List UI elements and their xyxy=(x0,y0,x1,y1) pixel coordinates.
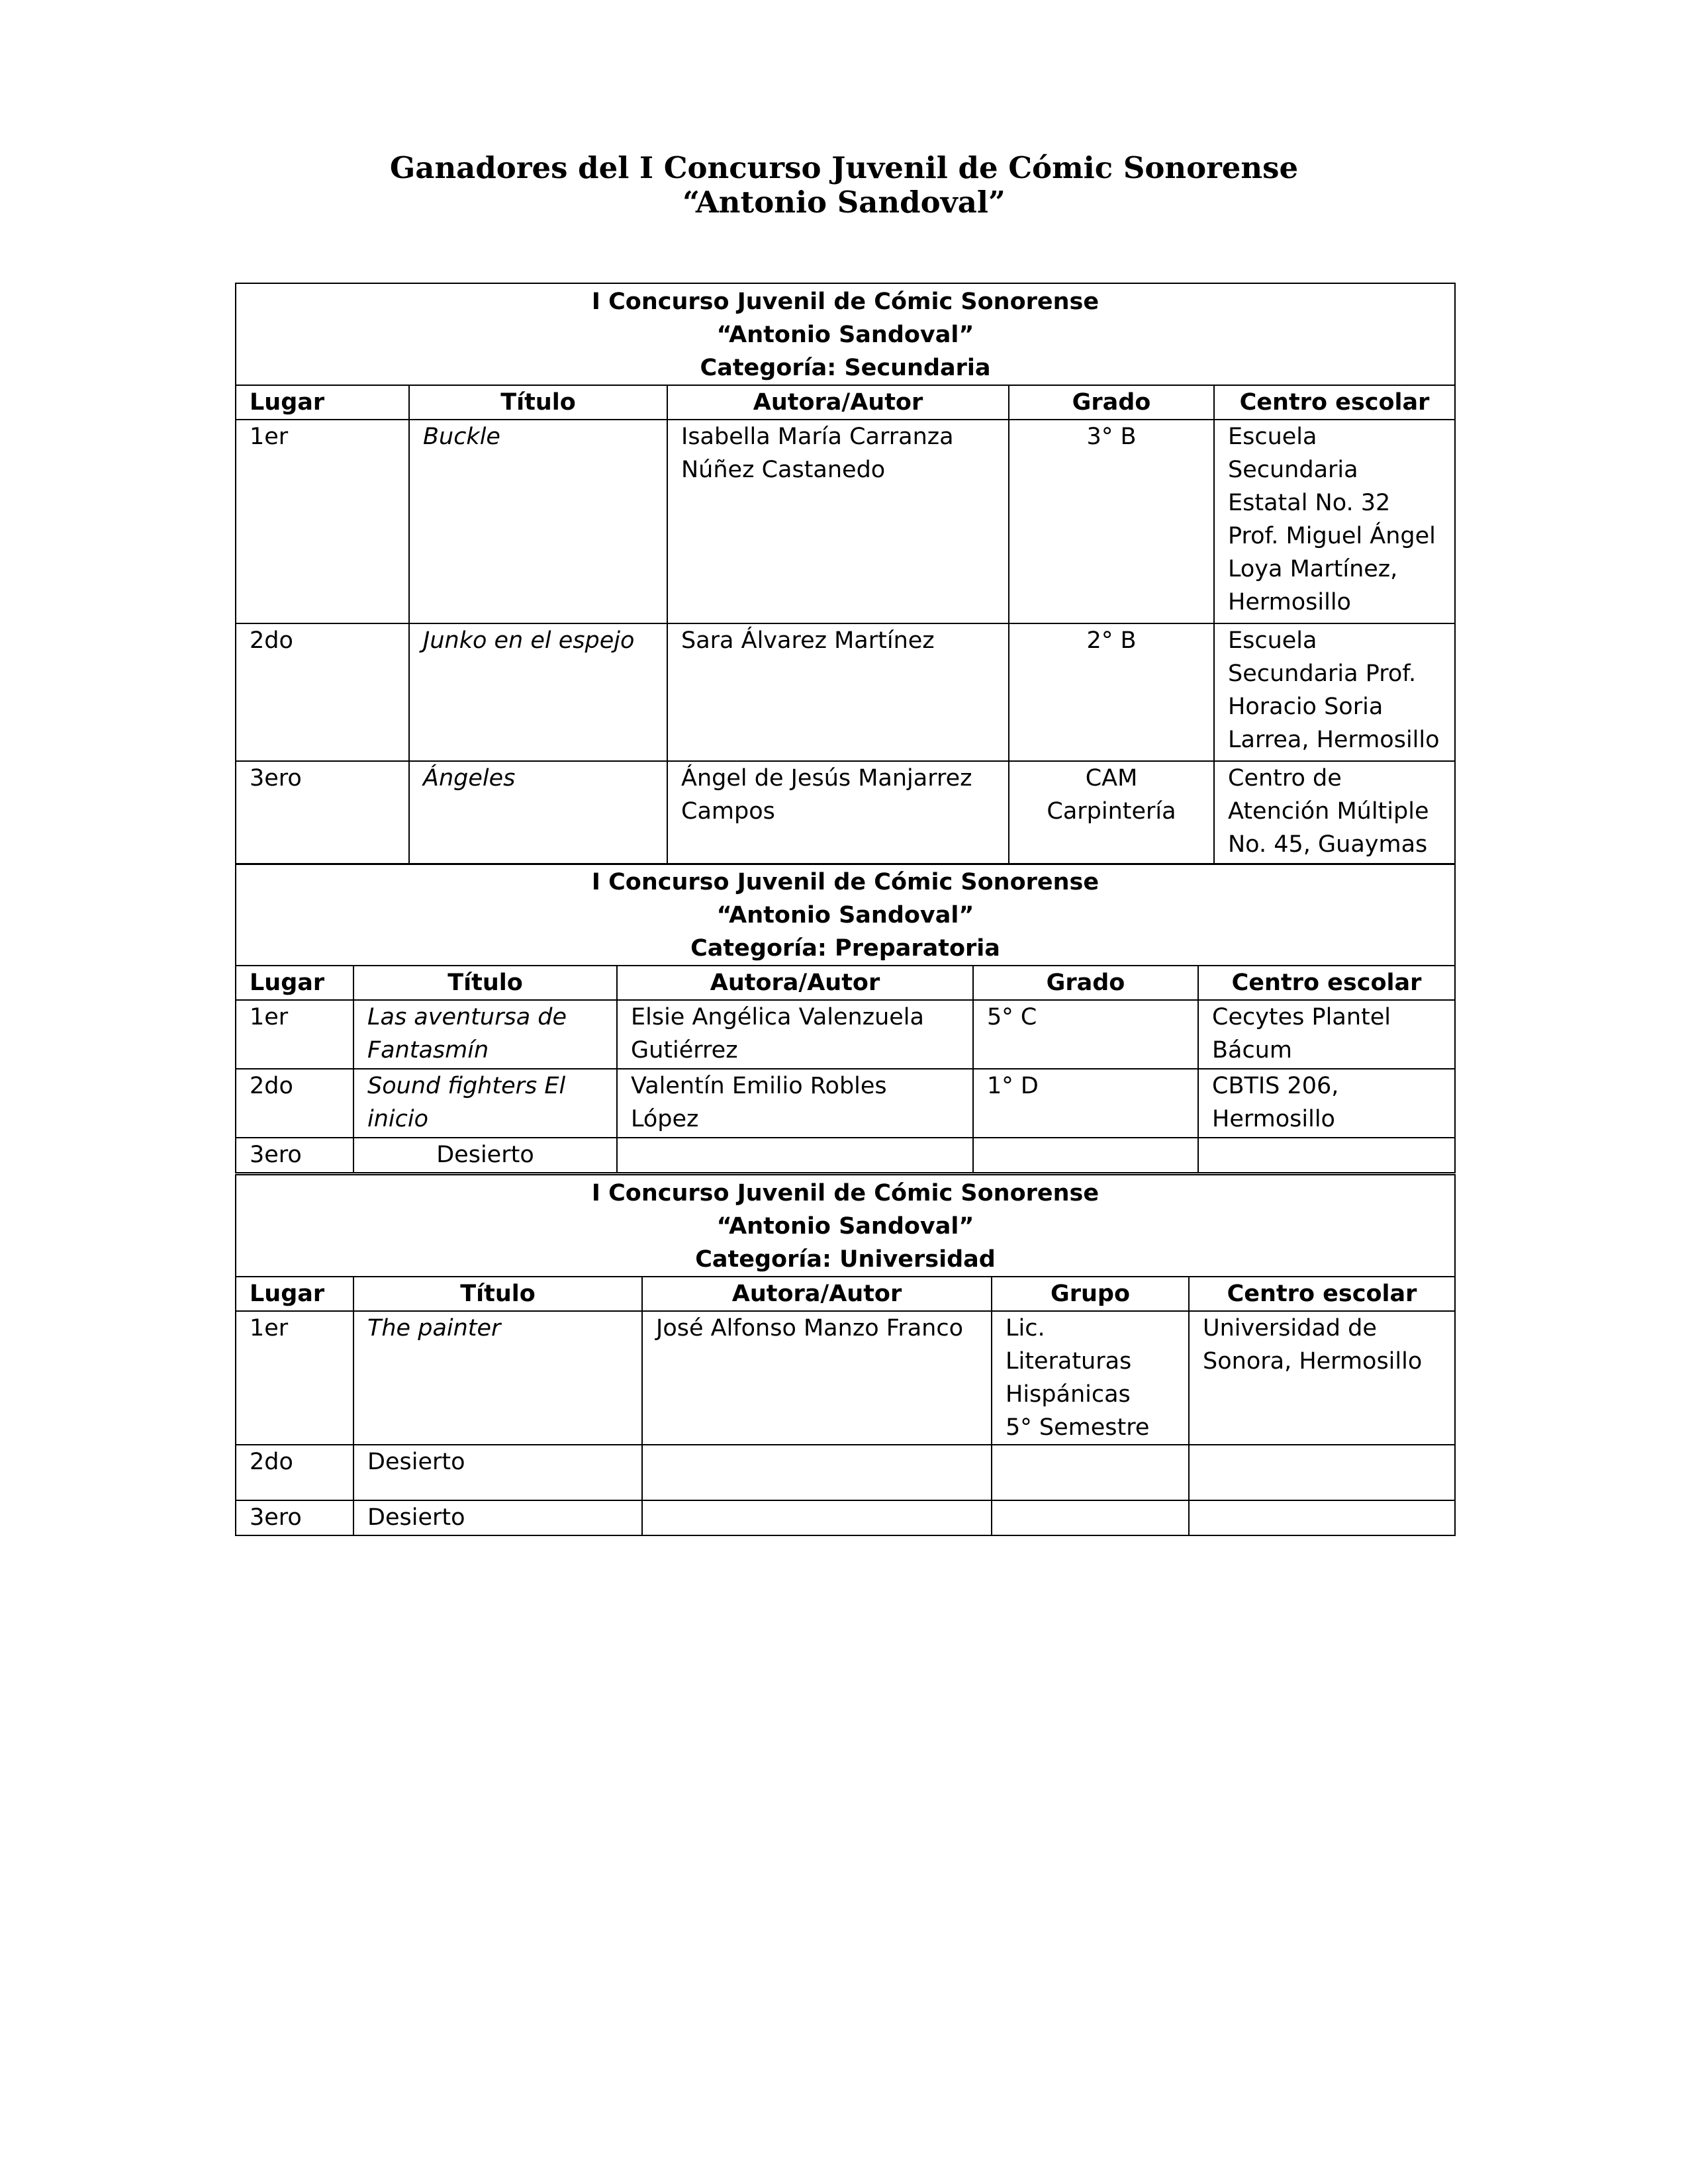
cell-lugar: 2do xyxy=(236,1069,353,1138)
contest-subtitle: “Antonio Sandoval” xyxy=(716,902,974,929)
cell-grado xyxy=(973,1138,1198,1173)
category-header xyxy=(236,864,1455,966)
cell-titulo: Desierto xyxy=(353,1138,617,1173)
cell-lugar: 1er xyxy=(236,1311,353,1445)
cell-titulo: Las aventursa de Fantasmín xyxy=(353,1000,617,1069)
category-header-row xyxy=(236,283,1455,385)
cell-autor: Elsie Angélica Valenzuela Gutiérrez xyxy=(617,1000,973,1069)
table-row xyxy=(236,623,1455,761)
cell-autor xyxy=(617,1138,973,1173)
cell-lugar: 2do xyxy=(236,1445,353,1500)
column-header-titulo: Título xyxy=(409,385,667,420)
cell-lugar: 1er xyxy=(236,420,409,623)
cell-grado: 1° D xyxy=(973,1069,1198,1138)
cell-lugar: 3ero xyxy=(236,1138,353,1173)
category-header-row xyxy=(236,864,1455,966)
column-header-centro: Centro escolar xyxy=(1198,966,1455,1000)
cell-autor: Isabella María Carranza Núñez Castanedo xyxy=(667,420,1009,623)
contest-name: I Concurso Juvenil de Cómic Sonorense xyxy=(591,869,1100,895)
contest-name: I Concurso Juvenil de Cómic Sonorense xyxy=(591,289,1100,315)
column-header-centro: Centro escolar xyxy=(1189,1277,1455,1311)
cell-centro: Centro de Atención Múltiple No. 45, Guaymas xyxy=(1214,761,1455,864)
column-header-autor: Autora/Autor xyxy=(617,966,973,1000)
cell-titulo: Desierto xyxy=(353,1445,642,1500)
contest-name: I Concurso Juvenil de Cómic Sonorense xyxy=(591,1180,1100,1206)
secundaria-table xyxy=(235,283,1456,865)
column-header-autor: Autora/Autor xyxy=(642,1277,992,1311)
column-header-row xyxy=(236,385,1455,420)
cell-centro xyxy=(1189,1500,1455,1535)
cell-centro: Escuela Secundaria Estatal No. 32 Prof. Miguel Ángel Loya Martínez, Hermosillo xyxy=(1214,420,1455,623)
table-row xyxy=(236,1000,1455,1069)
cell-autor: Sara Álvarez Martínez xyxy=(667,623,1009,761)
category-header xyxy=(236,283,1455,385)
category-header-row xyxy=(236,1175,1455,1277)
document-title-line1: Ganadores del I Concurso Juvenil de Cómic Sonorense xyxy=(389,150,1299,185)
cell-centro: Universidad de Sonora, Hermosillo xyxy=(1189,1311,1455,1445)
column-header-titulo: Título xyxy=(353,966,617,1000)
cell-autor: Valentín Emilio Robles López xyxy=(617,1069,973,1138)
cell-titulo: Ángeles xyxy=(409,761,667,864)
grupo-semester: 5° Semestre xyxy=(1006,1414,1150,1441)
column-header-lugar: Lugar xyxy=(236,966,353,1000)
cell-grupo xyxy=(992,1445,1189,1500)
cell-lugar: 1er xyxy=(236,1000,353,1069)
cell-titulo: The painter xyxy=(353,1311,642,1445)
column-header-grupo: Grupo xyxy=(992,1277,1189,1311)
document-title xyxy=(0,151,1688,220)
table-row xyxy=(236,1138,1455,1173)
column-header-autor: Autora/Autor xyxy=(667,385,1009,420)
cell-lugar: 3ero xyxy=(236,1500,353,1535)
table-row xyxy=(236,1500,1455,1535)
cell-titulo: Junko en el espejo xyxy=(409,623,667,761)
column-header-grado: Grado xyxy=(973,966,1198,1000)
table-row xyxy=(236,420,1455,623)
universidad-table xyxy=(235,1174,1456,1536)
column-header-titulo: Título xyxy=(353,1277,642,1311)
category-label: Categoría: Secundaria xyxy=(700,355,991,381)
column-header-lugar: Lugar xyxy=(236,385,409,420)
column-header-row xyxy=(236,966,1455,1000)
cell-centro: Cecytes Plantel Bácum xyxy=(1198,1000,1455,1069)
cell-centro xyxy=(1198,1138,1455,1173)
cell-titulo: Sound fighters El inicio xyxy=(353,1069,617,1138)
contest-subtitle: “Antonio Sandoval” xyxy=(716,322,974,348)
table-row xyxy=(236,1069,1455,1138)
table-row xyxy=(236,761,1455,864)
cell-autor: José Alfonso Manzo Franco xyxy=(642,1311,992,1445)
grupo-program: Lic. Literaturas Hispánicas xyxy=(1006,1315,1132,1408)
column-header-grado: Grado xyxy=(1009,385,1214,420)
column-header-centro: Centro escolar xyxy=(1214,385,1455,420)
column-header-lugar: Lugar xyxy=(236,1277,353,1311)
cell-lugar: 3ero xyxy=(236,761,409,864)
cell-autor xyxy=(642,1445,992,1500)
cell-autor xyxy=(642,1500,992,1535)
preparatoria-table xyxy=(235,863,1456,1173)
column-header-row xyxy=(236,1277,1455,1311)
cell-grupo xyxy=(992,1500,1189,1535)
category-label: Categoría: Preparatoria xyxy=(690,935,1000,962)
cell-grado: CAM Carpintería xyxy=(1009,761,1214,864)
document-title-line2: “Antonio Sandoval” xyxy=(682,185,1006,220)
cell-grado: 3° B xyxy=(1009,420,1214,623)
category-header xyxy=(236,1175,1455,1277)
cell-grupo xyxy=(992,1311,1189,1445)
table-row xyxy=(236,1445,1455,1500)
cell-lugar: 2do xyxy=(236,623,409,761)
cell-grado: 5° C xyxy=(973,1000,1198,1069)
table-row xyxy=(236,1311,1455,1445)
contest-subtitle: “Antonio Sandoval” xyxy=(716,1213,974,1240)
cell-centro: Escuela Secundaria Prof. Horacio Soria Larrea, Hermosillo xyxy=(1214,623,1455,761)
category-label: Categoría: Universidad xyxy=(695,1246,996,1273)
cell-titulo: Desierto xyxy=(353,1500,642,1535)
cell-titulo: Buckle xyxy=(409,420,667,623)
cell-grado: 2° B xyxy=(1009,623,1214,761)
cell-centro: CBTIS 206, Hermosillo xyxy=(1198,1069,1455,1138)
cell-autor: Ángel de Jesús Manjarrez Campos xyxy=(667,761,1009,864)
cell-centro xyxy=(1189,1445,1455,1500)
